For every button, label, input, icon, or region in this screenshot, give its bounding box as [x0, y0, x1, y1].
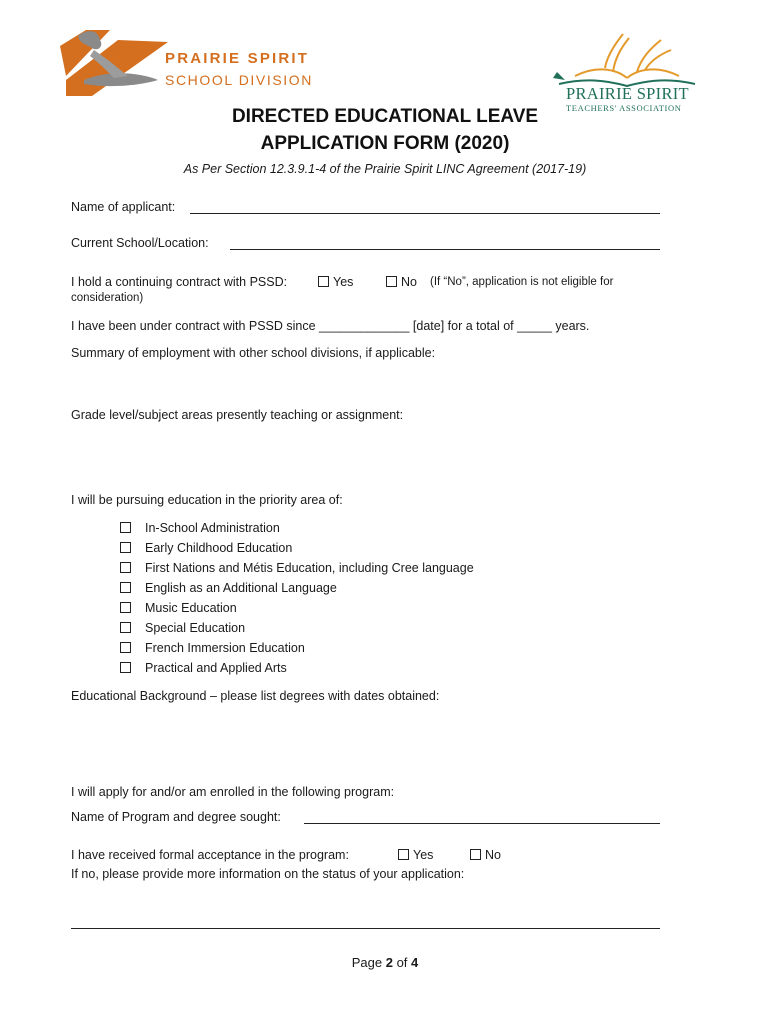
priority-area-item: First Nations and Métis Education, including Cree language	[145, 561, 474, 575]
acceptance-no-label: No	[485, 848, 501, 862]
program-apply-label: I will apply for and/or am enrolled in the following program:	[71, 785, 395, 799]
contract-no-checkbox[interactable]	[386, 276, 397, 287]
school-division-name: PRAIRIE SPIRIT	[165, 50, 310, 67]
priority-area-item: Early Childhood Education	[145, 541, 293, 555]
program-name-field[interactable]	[304, 823, 660, 824]
page-of: of	[396, 955, 408, 970]
priority-checkbox[interactable]	[120, 602, 131, 613]
priority-area-item: Music Education	[145, 601, 237, 615]
priority-checkbox[interactable]	[120, 622, 131, 633]
acceptance-yes-checkbox[interactable]	[398, 849, 409, 860]
priority-area-item: Practical and Applied Arts	[145, 661, 287, 675]
page-number	[0, 955, 770, 970]
program-name-label: Name of Program and degree sought:	[71, 810, 281, 824]
priority-checkbox[interactable]	[120, 642, 131, 653]
contract-yes-checkbox[interactable]	[318, 276, 329, 287]
contract-note-continued: consideration)	[71, 292, 144, 304]
name-field[interactable]	[190, 213, 660, 214]
teachers-association-book-logo	[545, 28, 710, 88]
grade-assignment-label: Grade level/subject areas presently teaching or assignment:	[71, 408, 404, 422]
school-division-subtitle: SCHOOL DIVISION	[165, 72, 313, 88]
contract-no-label: No	[401, 275, 417, 289]
form-subtitle: As Per Section 12.3.9.1-4 of the Prairie Spirit LINC Agreement (2017-19)	[183, 162, 587, 176]
educational-background-label: Educational Background – please list degrees with dates obtained:	[71, 689, 440, 703]
priority-area-item: English as an Additional Language	[145, 581, 337, 595]
priority-area-label: I will be pursuing education in the priority area of:	[71, 493, 343, 507]
contract-note: (If “No”, application is not eligible for	[430, 276, 614, 288]
application-status-field[interactable]	[71, 928, 660, 929]
acceptance-label: I have received formal acceptance in the program:	[71, 848, 349, 862]
school-label: Current School/Location:	[71, 236, 209, 250]
priority-checkbox[interactable]	[120, 562, 131, 573]
teachers-association-name: PRAIRIE SPIRIT	[566, 84, 689, 103]
school-field[interactable]	[230, 249, 660, 250]
form-title-line1: DIRECTED EDUCATIONAL LEAVE	[231, 106, 539, 127]
page-prefix: Page	[351, 955, 383, 970]
form-title-line2: APPLICATION FORM (2020)	[260, 133, 510, 154]
priority-checkbox[interactable]	[120, 522, 131, 533]
application-status-label: If no, please provide more information on the status of your application:	[71, 867, 465, 881]
priority-checkbox[interactable]	[120, 542, 131, 553]
priority-area-item: French Immersion Education	[145, 641, 305, 655]
priority-area-item: Special Education	[145, 621, 246, 635]
priority-area-item: In-School Administration	[145, 521, 280, 535]
teachers-association-subtitle: TEACHERS' ASSOCIATION	[566, 103, 682, 113]
acceptance-no-checkbox[interactable]	[470, 849, 481, 860]
acceptance-yes-label: Yes	[413, 848, 434, 862]
name-label: Name of applicant:	[71, 200, 176, 214]
page-current: 2	[385, 955, 393, 970]
contract-label: I hold a continuing contract with PSSD:	[71, 275, 288, 289]
contract-yes-label: Yes	[333, 275, 354, 289]
priority-checkbox[interactable]	[120, 662, 131, 673]
employment-summary-label: Summary of employment with other school divisions, if applicable:	[71, 346, 436, 360]
priority-checkbox[interactable]	[120, 582, 131, 593]
page-total: 4	[411, 955, 419, 970]
contract-since-label: I have been under contract with PSSD since _____________ [date] for a total of _____ years.	[71, 319, 590, 333]
